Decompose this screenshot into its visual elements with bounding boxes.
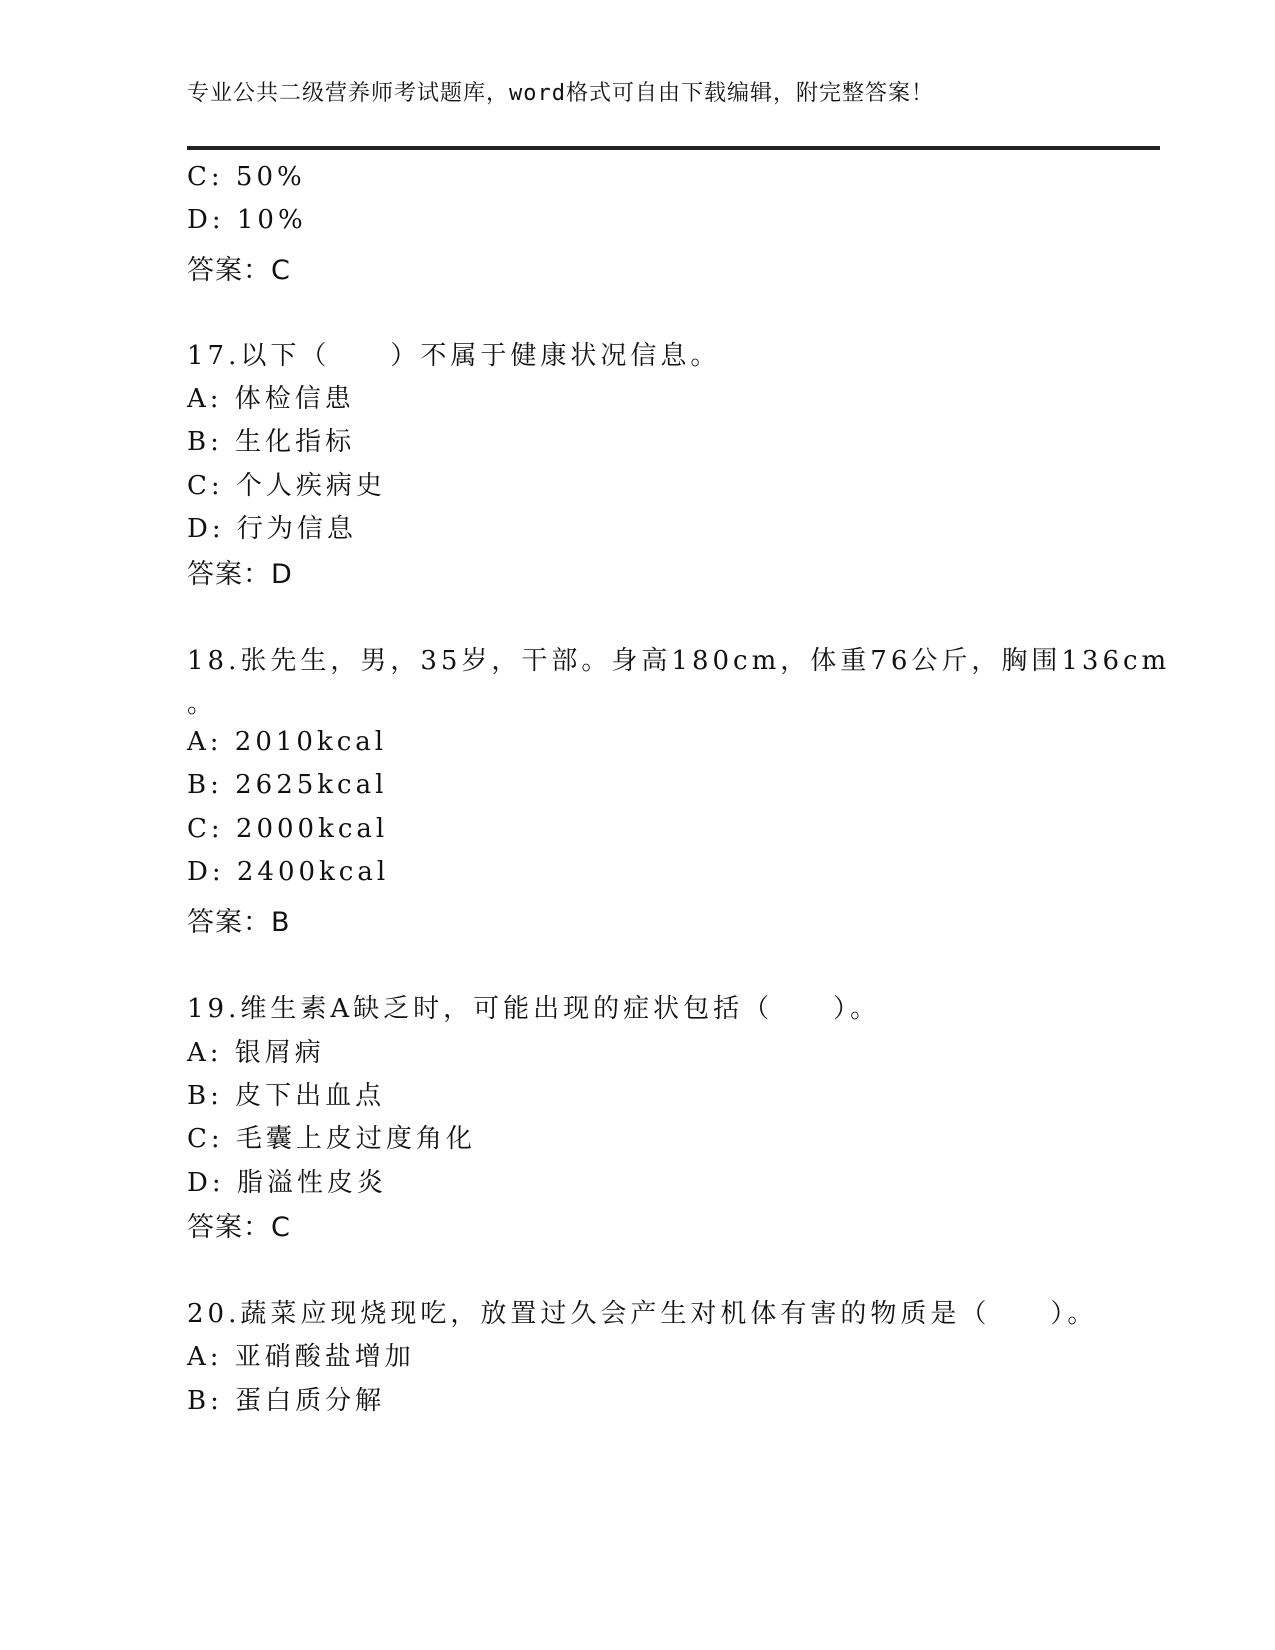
- option-a: A: 2010kcal: [187, 727, 388, 757]
- question-20: 20.蔬菜应现烧现吃，放置过久会产生对机体有害的物质是（ ）。: [187, 1299, 1098, 1329]
- answer-line: 答案：C: [187, 1212, 291, 1243]
- page-header-text: 专业公共二级营养师考试题库，word格式可自由下载编辑，附完整答案！: [187, 81, 934, 106]
- answer-line: 答案：B: [187, 907, 291, 938]
- option-d: D: 脂溢性皮炎: [187, 1168, 387, 1198]
- question-18: 18.张先生，男，35岁，干部。身高180cm，体重76公斤，胸围136cm: [187, 646, 1171, 676]
- option-a: A: 银屑病: [187, 1038, 325, 1068]
- option-c: C: 个人疾病史: [187, 471, 386, 501]
- option-b: B: 生化指标: [187, 427, 356, 457]
- answer-line: 答案：D: [187, 559, 293, 590]
- option-c: C: 2000kcal: [187, 814, 389, 844]
- option-c: C: 50%: [187, 162, 306, 192]
- option-d: D: 10%: [187, 205, 307, 235]
- option-b: B: 蛋白质分解: [187, 1386, 386, 1416]
- question-18-continuation: 。: [187, 689, 218, 719]
- header-divider: [187, 146, 1160, 150]
- option-a: A: 亚硝酸盐增加: [187, 1342, 415, 1372]
- option-c: C: 毛囊上皮过度角化: [187, 1124, 476, 1154]
- option-b: B: 皮下出血点: [187, 1081, 386, 1111]
- question-19: 19.维生素A缺乏时，可能出现的症状包括（ ）。: [187, 994, 881, 1024]
- question-17: 17.以下（ ）不属于健康状况信息。: [187, 341, 721, 371]
- option-d: D: 2400kcal: [187, 857, 390, 887]
- option-a: A: 体检信患: [187, 384, 355, 414]
- option-d: D: 行为信息: [187, 514, 357, 544]
- answer-line: 答案：C: [187, 255, 291, 286]
- option-b: B: 2625kcal: [187, 770, 388, 800]
